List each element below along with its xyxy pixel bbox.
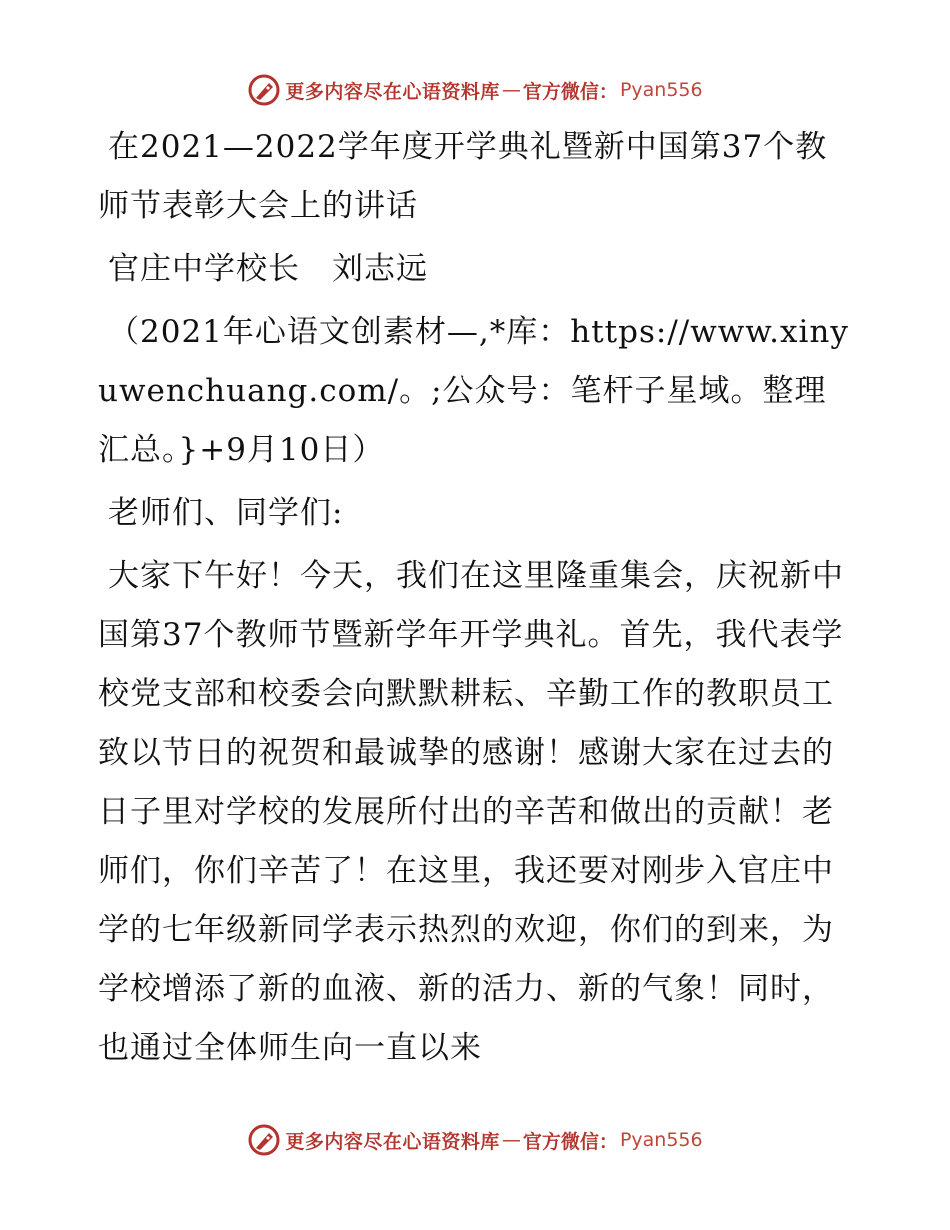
document-source-note: （2021年心语文创素材—,*库：https://www.xinyuwenchuang.com/。;公众号：笔杆子星域。整理汇总。}+9月10日） xyxy=(98,314,849,468)
banner-main-text: 更多内容尽在心语资料库 xyxy=(285,80,500,103)
document-body xyxy=(98,118,858,1078)
document-author: 官庄中学校长 刘志远 xyxy=(108,251,428,287)
pen-nib-logo-icon xyxy=(247,1123,281,1157)
document-title: 在2021—2022学年度开学典礼暨新中国第37个教师节表彰大会上的讲话 xyxy=(98,129,828,224)
header-banner xyxy=(0,70,950,110)
banner-main-text: 更多内容尽在心语资料库 xyxy=(285,1130,500,1153)
banner-wechat-handle: Pyan556 xyxy=(619,1129,703,1151)
banner-wechat-handle: Pyan556 xyxy=(619,79,703,101)
banner-dash: — xyxy=(501,1129,521,1151)
document-paragraph: 大家下午好！今天，我们在这里隆重集会，庆祝新中国第37个教师节暨新学年开学典礼。首先，我代表学校党支部和校委会向默默耕耘、辛勤工作的教职员工致以节日的祝贺和最诚挚的感谢！感谢大家在过去的日子里对学校的发展所付出的辛苦和做出的贡献！老师们，你们辛苦了！在这里，我还要对刚步入官庄中学的七年级新同学表示热烈的欢迎，你们的到来，为学校增添了新的血液、新的活力、新的气象！同时，也通过全体师生向一直以来 xyxy=(98,558,844,1066)
banner-sub-text: 官方微信： xyxy=(522,80,618,103)
banner-dash: — xyxy=(501,79,521,101)
footer-banner xyxy=(0,1120,950,1160)
document-salutation: 老师们、同学们: xyxy=(108,495,344,531)
pen-nib-logo-icon xyxy=(247,73,281,107)
banner-sub-text: 官方微信： xyxy=(522,1130,618,1153)
